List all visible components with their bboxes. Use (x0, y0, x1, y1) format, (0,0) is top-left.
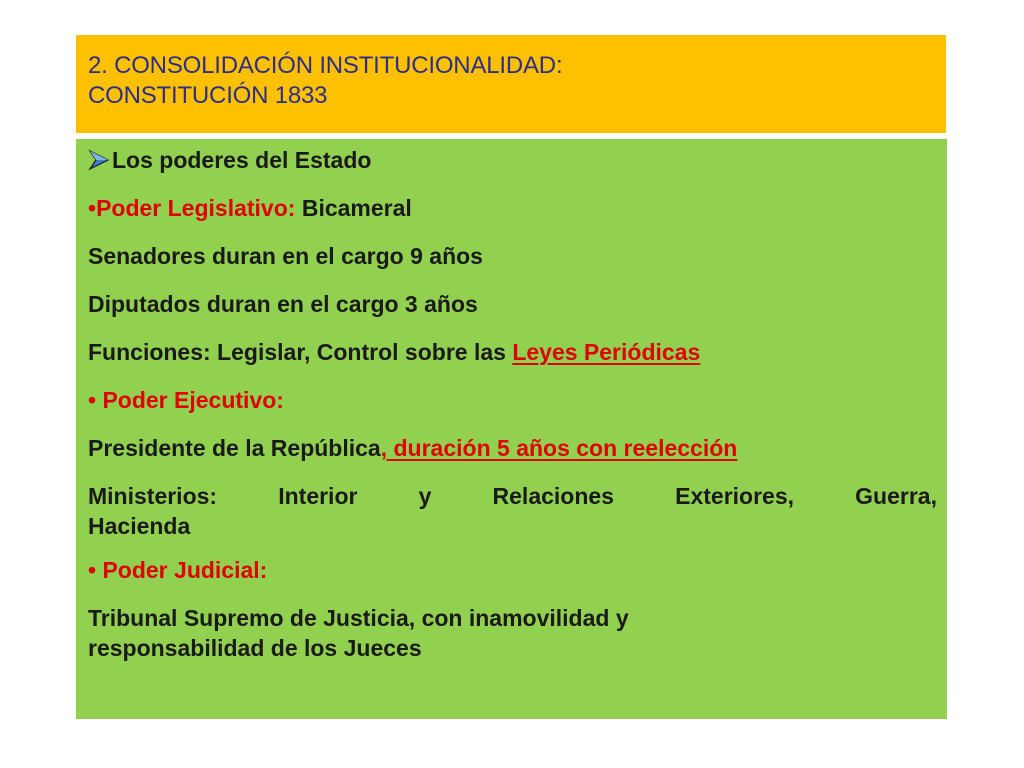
title-line-1: 2. CONSOLIDACIÓN INSTITUCIONALIDAD: (88, 52, 563, 79)
ejecutivo-bullet: • (88, 387, 103, 413)
ministerios-word: Ministerios: (88, 483, 218, 509)
ministerios-word: Exteriores, (675, 483, 795, 509)
senadores-line: Senadores duran en el cargo 9 años (88, 243, 483, 269)
ministerios-last: Hacienda (88, 513, 191, 539)
ministerios-line (88, 481, 937, 511)
ministerios-word: Interior (278, 483, 358, 509)
leyes-periodicas-link: Leyes Periódicas (512, 339, 701, 365)
ministerios-word: Guerra, (855, 483, 937, 509)
legislativo-value: Bicameral (295, 195, 412, 221)
ministerios-word: y (418, 483, 432, 509)
content-box (76, 139, 947, 719)
presidente-text: Presidente de la República (88, 435, 381, 461)
funciones-line (88, 337, 937, 367)
title-line-2: CONSTITUCIÓN 1833 (88, 82, 328, 109)
ministerios-block (88, 481, 937, 541)
title-box (76, 35, 946, 135)
heading-text: Los poderes del Estado (112, 147, 372, 173)
legislativo-line (88, 193, 937, 223)
diputados-line: Diputados duran en el cargo 3 años (88, 291, 478, 317)
arrow-bullet-icon (88, 149, 110, 171)
ejecutivo-label: Poder Ejecutivo: (102, 387, 284, 413)
funciones-text: Funciones: Legislar, Control sobre las (88, 339, 513, 365)
judicial-label: Poder Judicial: (102, 557, 268, 583)
presidente-line (88, 433, 937, 463)
tribunal-line: Tribunal Supremo de Justicia, con inamovilidad y responsabilidad de los Jueces (88, 605, 629, 661)
ministerios-word: Relaciones (492, 483, 614, 509)
duracion-link: , duración 5 años con reelección (380, 435, 738, 461)
judicial-bullet: • (88, 557, 103, 583)
heading-line (88, 145, 937, 175)
legislativo-label: Poder Legislativo: (96, 195, 296, 221)
judicial-line (88, 555, 937, 585)
legislativo-bullet: • (88, 195, 97, 221)
ejecutivo-line (88, 385, 937, 415)
